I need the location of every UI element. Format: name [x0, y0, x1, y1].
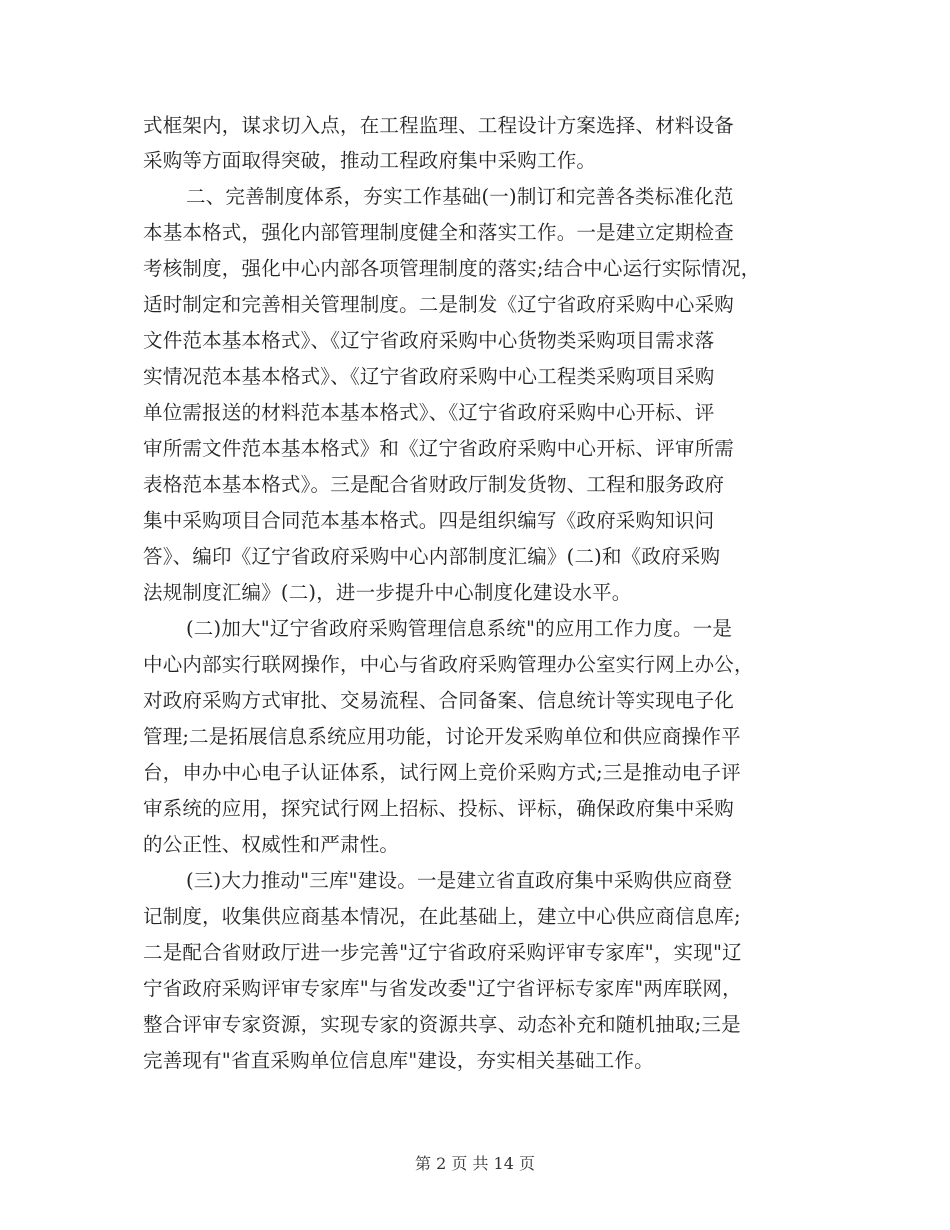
text-line: 整合评审专家资源，实现专家的资源共享、动态补充和随机抽取;三是	[143, 1013, 741, 1036]
text-line: 考核制度，强化中心内部各项管理制度的落实;结合中心运行实际情况，	[143, 257, 761, 280]
text-line: 式框架内，谋求切入点，在工程监理、工程设计方案选择、材料设备	[143, 114, 735, 137]
text-line: 法规制度汇编》(二)，进一步提升中心制度化建设水平。	[143, 581, 632, 604]
text-line: 集中采购项目合同范本基本格式。四是组织编写《政府采购知识问	[143, 509, 715, 532]
page-footer	[0, 1152, 950, 1176]
page-number-label: 第 2 页 共 14 页	[415, 1154, 535, 1173]
text-line: 答》、编印《辽宁省政府采购中心内部制度汇编》(二)和《政府采购	[143, 545, 721, 568]
text-line: 审所需文件范本基本格式》和《辽宁省政府采购中心开标、评审所需	[143, 437, 735, 460]
text-line: 对政府采购方式审批、交易流程、合同备案、信息统计等实现电子化	[143, 689, 735, 712]
text-line: 二是配合省财政厅进一步完善"辽宁省政府采购评审专家库"，实现"辽	[143, 941, 742, 964]
text-line: 单位需报送的材料范本基本格式》、《辽宁省政府采购中心开标、评	[143, 401, 715, 424]
text-line: 宁省政府采购评审专家库"与省发改委"辽宁省评标专家库"两库联网，	[143, 977, 742, 1000]
text-line: 采购等方面取得突破，推动工程政府集中采购工作。	[143, 149, 597, 172]
text-line: 记制度，收集供应商基本情况，在此基础上，建立中心供应商信息库;	[143, 905, 741, 928]
text-line: 表格范本基本格式》。三是配合省财政厅制发货物、工程和服务政府	[143, 473, 725, 496]
text-line: 实情况范本基本格式》、《辽宁省政府采购中心工程类采购项目采购	[143, 365, 715, 388]
text-line: 审系统的应用，探究试行网上招标、投标、评标，确保政府集中采购	[143, 797, 735, 820]
paragraph-start-line: (二)加大"辽宁省政府采购管理信息系统"的应用工作力度。一是	[186, 617, 733, 640]
text-line: 的公正性、权威性和严肃性。	[143, 833, 400, 856]
text-line: 本基本格式，强化内部管理制度健全和落实工作。一是建立定期检查	[143, 221, 735, 244]
text-line: 台，申办中心电子认证体系，试行网上竞价采购方式;三是推动电子评	[143, 761, 741, 784]
text-line: 完善现有"省直采购单位信息库"建设，夯实相关基础工作。	[143, 1049, 654, 1072]
text-line: 中心内部实行联网操作，中心与省政府采购管理办公室实行网上办公，	[143, 653, 754, 676]
paragraph-start-line: (三)大力推动"三库"建设。一是建立省直政府集中采购供应商登	[186, 869, 733, 892]
text-line: 适时制定和完善相关管理制度。二是制发《辽宁省政府采购中心采购	[143, 293, 735, 316]
paragraph-start-line: 二、完善制度体系，夯实工作基础(一)制订和完善各类标准化范	[186, 185, 734, 208]
text-line: 文件范本基本格式》、《辽宁省政府采购中心货物类采购项目需求落	[143, 329, 715, 352]
text-line: 管理;二是拓展信息系统应用功能，讨论开发采购单位和供应商操作平	[143, 725, 741, 748]
